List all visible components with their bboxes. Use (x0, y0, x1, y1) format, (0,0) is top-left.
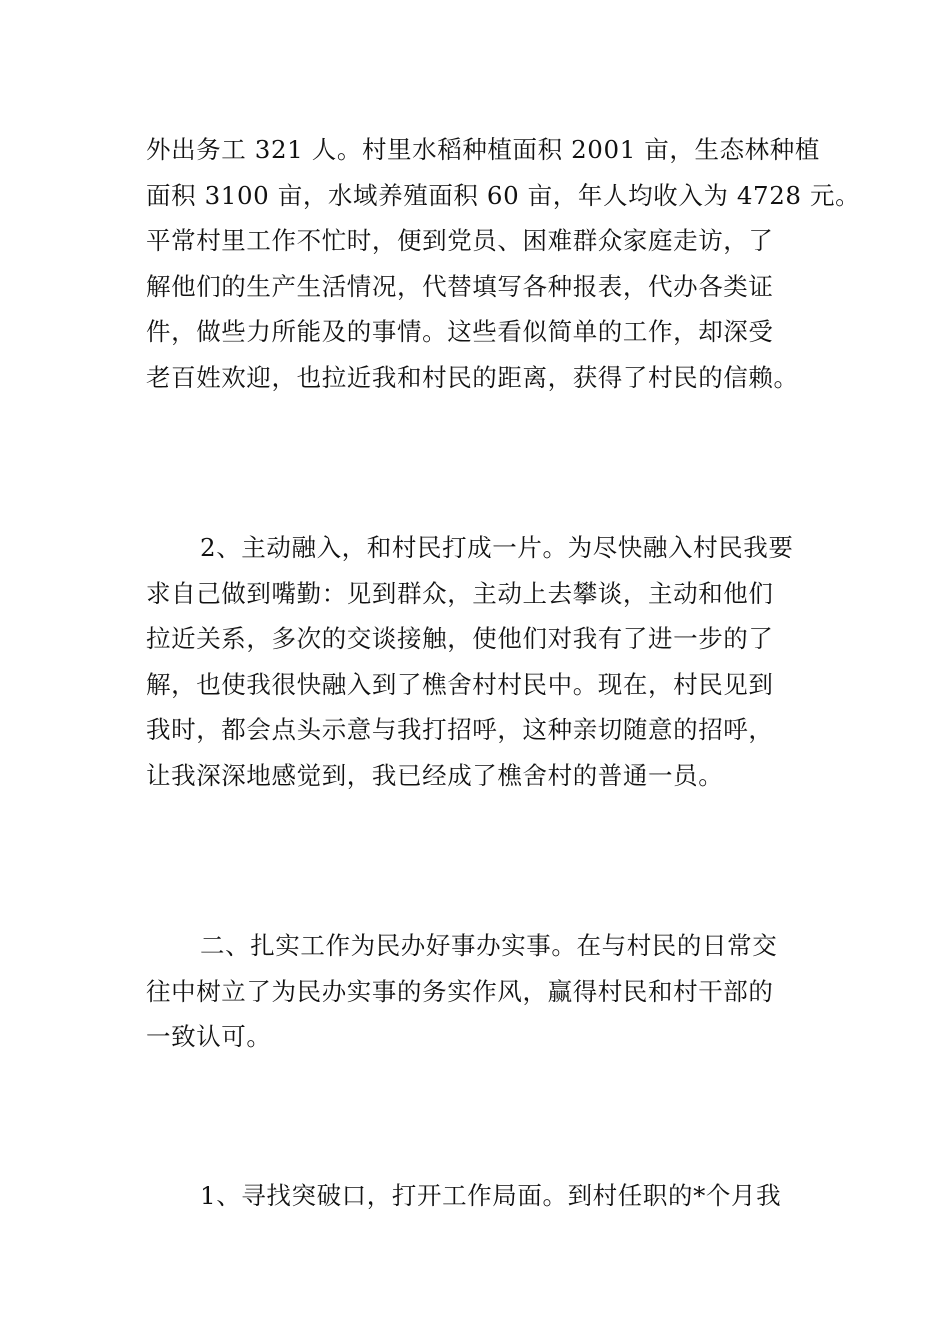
paragraph-practical-work (146, 923, 816, 1060)
text-line: 二、扎实工作为民办好事办实事。在与村民的日常交 (200, 931, 778, 960)
text-line: 解，也使我很快融入到了樵舍村村民中。现在，村民见到 (146, 669, 774, 699)
text-line: 2、主动融入，和村民打成一片。为尽快融入村民我要 (200, 533, 794, 562)
paragraph-village-overview (146, 127, 861, 401)
text-line: 老百姓欢迎，也拉近我和村民的距离，获得了村民的信赖。 (146, 362, 799, 392)
text-line: 件，做些力所能及的事情。这些看似简单的工作，却深受 (146, 317, 774, 347)
text-line: 往中树立了为民办实事的务实作风，赢得村民和村干部的 (146, 976, 774, 1006)
text-line: 让我深深地感觉到，我已经成了樵舍村的普通一员。 (146, 760, 724, 790)
text-line: 求自己做到嘴勤：见到群众，主动上去攀谈，主动和他们 (146, 578, 774, 608)
text-line: 1、寻找突破口，打开工作局面。到村任职的*个月我 (200, 1181, 782, 1210)
text-line: 平常村里工作不忙时，便到党员、困难群众家庭走访，了 (146, 226, 774, 256)
text-line: 外出务工 321 人。村里水稻种植面积 2001 亩，生态林种植 (146, 135, 820, 164)
text-line: 解他们的生产生活情况，代替填写各种报表，代办各类证 (146, 271, 774, 301)
text-line: 我时，都会点头示意与我打招呼，这种亲切随意的招呼， (146, 715, 774, 745)
text-line: 面积 3100 亩，水域养殖面积 60 亩，年人均收入为 4728 元。 (146, 180, 861, 210)
paragraph-find-breakthrough (146, 1173, 816, 1219)
text-line: 一致认可。 (146, 1022, 272, 1052)
text-line: 拉近关系，多次的交谈接触，使他们对我有了进一步的了 (146, 624, 774, 654)
paragraph-integrate-villagers (146, 525, 816, 799)
